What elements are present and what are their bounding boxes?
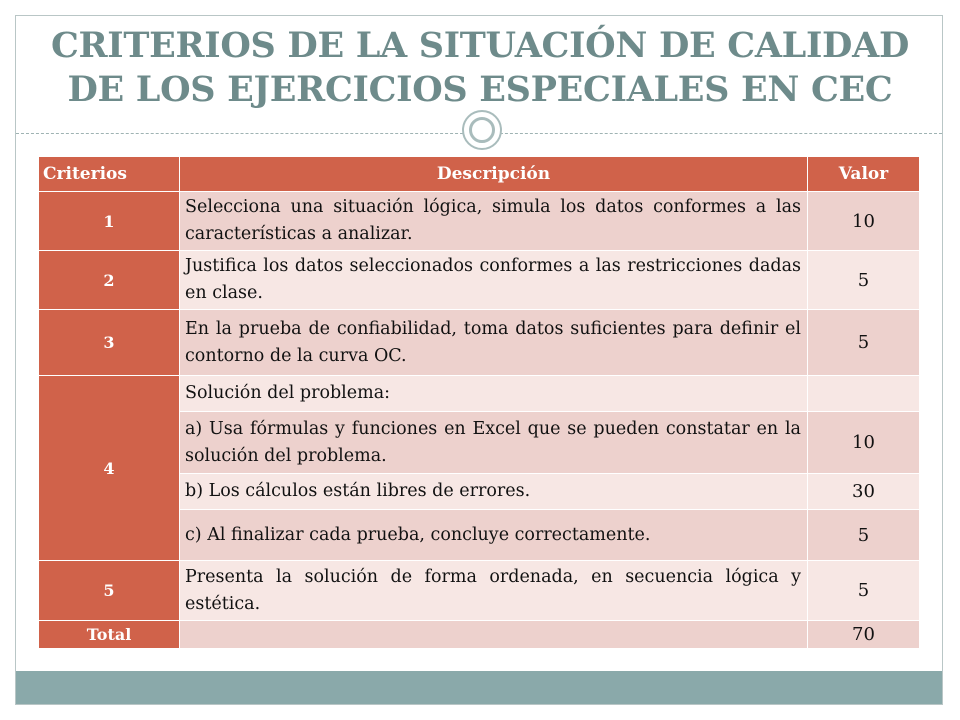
table-row (39, 310, 920, 376)
total-description (180, 621, 808, 649)
criterion-number: 3 (39, 310, 180, 376)
circle-ornament-icon (462, 110, 502, 150)
criterion-value (808, 376, 920, 412)
criterion-description: Selecciona una situación lógica, simula los datos conformes a las características a analizar. (180, 192, 808, 251)
criterion-description: b) Los cálculos están libres de errores. (180, 474, 808, 510)
header-valor: Valor (808, 157, 920, 192)
title-line-2: DE LOS EJERCICIOS ESPECIALES EN CEC (67, 69, 893, 110)
total-row (39, 621, 920, 649)
total-label: Total (39, 621, 180, 649)
header-descripcion: Descripción (180, 157, 808, 192)
criterion-description: a) Usa fórmulas y funciones en Excel que se pueden constatar en la solución del problema. (180, 412, 808, 474)
footer-bar (16, 671, 942, 704)
table-row (39, 561, 920, 621)
criterion-description: Presenta la solución de forma ordenada, en secuencia lógica y estética. (180, 561, 808, 621)
criterion-description: Justifica los datos seleccionados conformes a las restricciones dadas en clase. (180, 251, 808, 310)
criterion-number: 1 (39, 192, 180, 251)
criterion-number: 2 (39, 251, 180, 310)
title-line-1: CRITERIOS DE LA SITUACIÓN DE CALIDAD (50, 25, 910, 66)
criterion-value: 5 (808, 310, 920, 376)
criterion-value: 5 (808, 251, 920, 310)
criterion-value: 10 (808, 412, 920, 474)
table-row (39, 192, 920, 251)
criterion-description: En la prueba de confiabilidad, toma datos suficientes para definir el contorno de la curva OC. (180, 310, 808, 376)
table-header-row (39, 157, 920, 192)
criterion-value: 10 (808, 192, 920, 251)
criterion-number: 4 (39, 376, 180, 561)
criterion-number: 5 (39, 561, 180, 621)
table-row (39, 376, 920, 412)
header-criterios: Criterios (39, 157, 180, 192)
criteria-table (38, 156, 920, 649)
slide-title (0, 24, 960, 112)
criterion-description: c) Al finalizar cada prueba, concluye correctamente. (180, 510, 808, 561)
total-value: 70 (808, 621, 920, 649)
criterion-value: 30 (808, 474, 920, 510)
table-row (39, 251, 920, 310)
criterion-value: 5 (808, 561, 920, 621)
criterion-value: 5 (808, 510, 920, 561)
criterion-description: Solución del problema: (180, 376, 808, 412)
